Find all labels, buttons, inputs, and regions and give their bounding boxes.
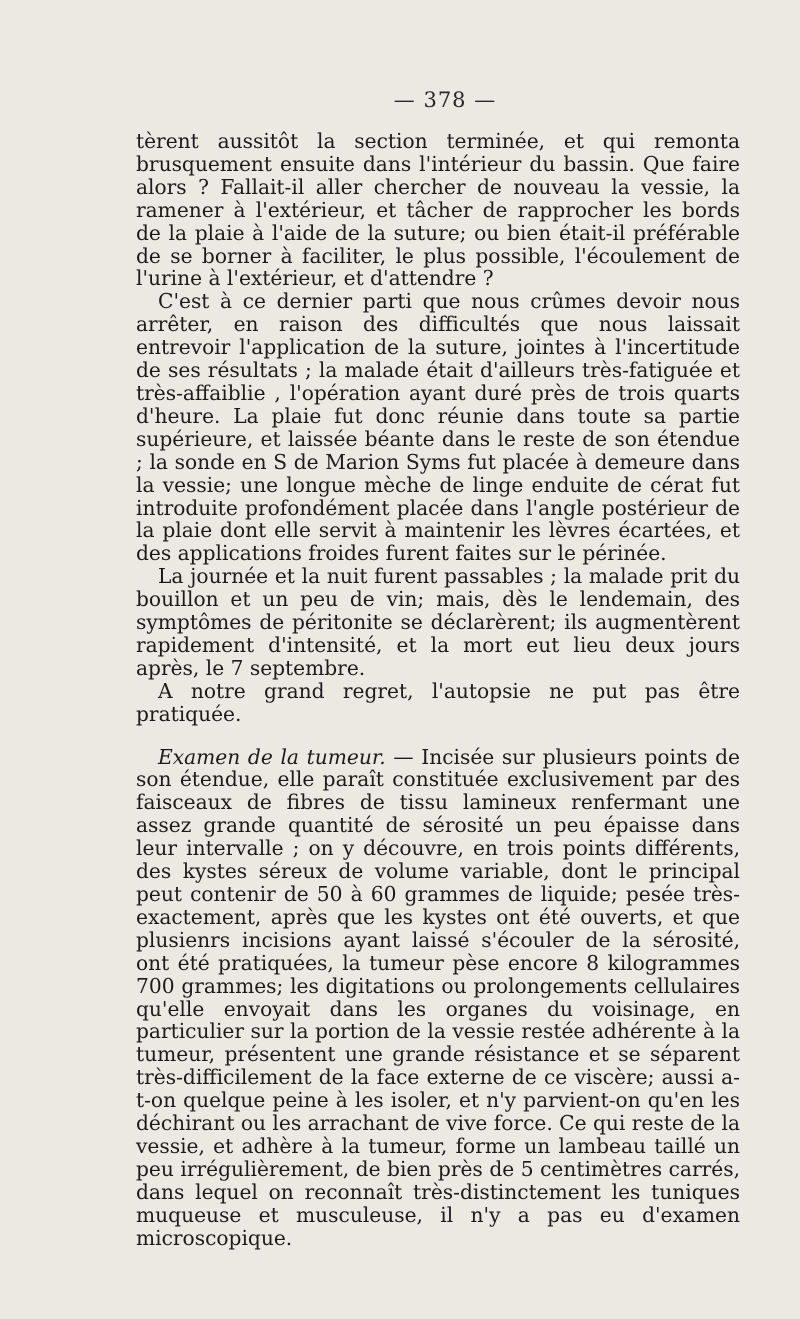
paragraph-continuation: tèrent aussitôt la section terminée, et qui remonta brusquement ensuite dans l'intérieur du bassin. Que faire alors ? Fallait-il aller chercher de nouveau la vessie, la ramener à l'extérieur, et tâcher de rapprocher les bords de la plaie à l'aide de la suture; ou bien était-il préférable de se borner à faciliter, le plus possible, l'écoulement de l'urine à l'extérieur, et d'attendre ? bbox=[136, 129, 740, 291]
section-heading-tumor-exam: Examen de la tumeur. bbox=[158, 744, 386, 769]
paragraph-tumor-exam bbox=[136, 746, 740, 1250]
page-number: — 378 — bbox=[393, 88, 497, 112]
paragraph-autopsy: A notre grand regret, l'autopsie ne put pas être pratiquée. bbox=[136, 678, 740, 726]
paragraph-decision: C'est à ce dernier parti que nous crûmes devoir nous arrêter, en raison des difficultés que nous laissait entrevoir l'application de la suture, jointes à l'incertitude de ses résultats ; la malade était d'ailleurs très-fatiguée et très-affaiblie , l'opération ayant duré près de trois quarts d'heure. La plaie fut donc réunie dans toute sa partie supérieure, et laissée béante dans le reste de son étendue ; la sonde en S de Marion Syms fut placée à demeure dans la vessie; une longue mèche de linge enduite de cérat fut introduite profondément placée dans l'angle postérieur de la plaie dont elle servit à maintenir les lèvres écartées, et des applications froides furent faites sur le périnée. bbox=[136, 289, 740, 566]
paragraph-tumor-exam-body: — Incisée sur plusieurs points de son étendue, elle paraît constituée exclusivement par des faisceaux de fibres de tissu lamineux renfermant une assez grande quantité de sérosité un peu épaisse dans leur intervalle ; on y découvre, en trois points différents, des kystes séreux de volume variable, dont le principal peut contenir de 50 à 60 grammes de liquide; pesée très-exactement, après que les kystes ont été ouverts, et que plusienrs incisions ayant laissé s'écouler de la sérosité, ont été pratiquées, la tumeur pèse encore 8 kilogrammes 700 grammes; les digitations ou prolongements cellulaires qu'elle envoyait dans les organes du voisinage, en particulier sur la portion de la vessie restée adhérente à la tumeur, présentent une grande résistance et se séparent très-difficilement de la face externe de ce viscère; aussi a-t-on quelque peine à les isoler, et n'y parvient-on qu'en les déchirant ou les arrachant de vive force. Ce qui reste de la vessie, et adhère à la tumeur, forme un lambeau taillé un peu irrégulièrement, de bien près de 5 centimètres carrés, dans lequel on reconnaît très-distinctement les tuniques muqueuse et musculeuse, il n'y a pas eu d'examen microscopique. bbox=[136, 744, 740, 1250]
paragraph-outcome: La journée et la nuit furent passables ; la malade prit du bouillon et un peu de vin; mais, dès le lendemain, des symptômes de péritonite se déclarèrent; ils augmentèrent rapidement d'intensité, et la mort eut lieu deux jours après, le 7 septembre. bbox=[136, 564, 740, 680]
